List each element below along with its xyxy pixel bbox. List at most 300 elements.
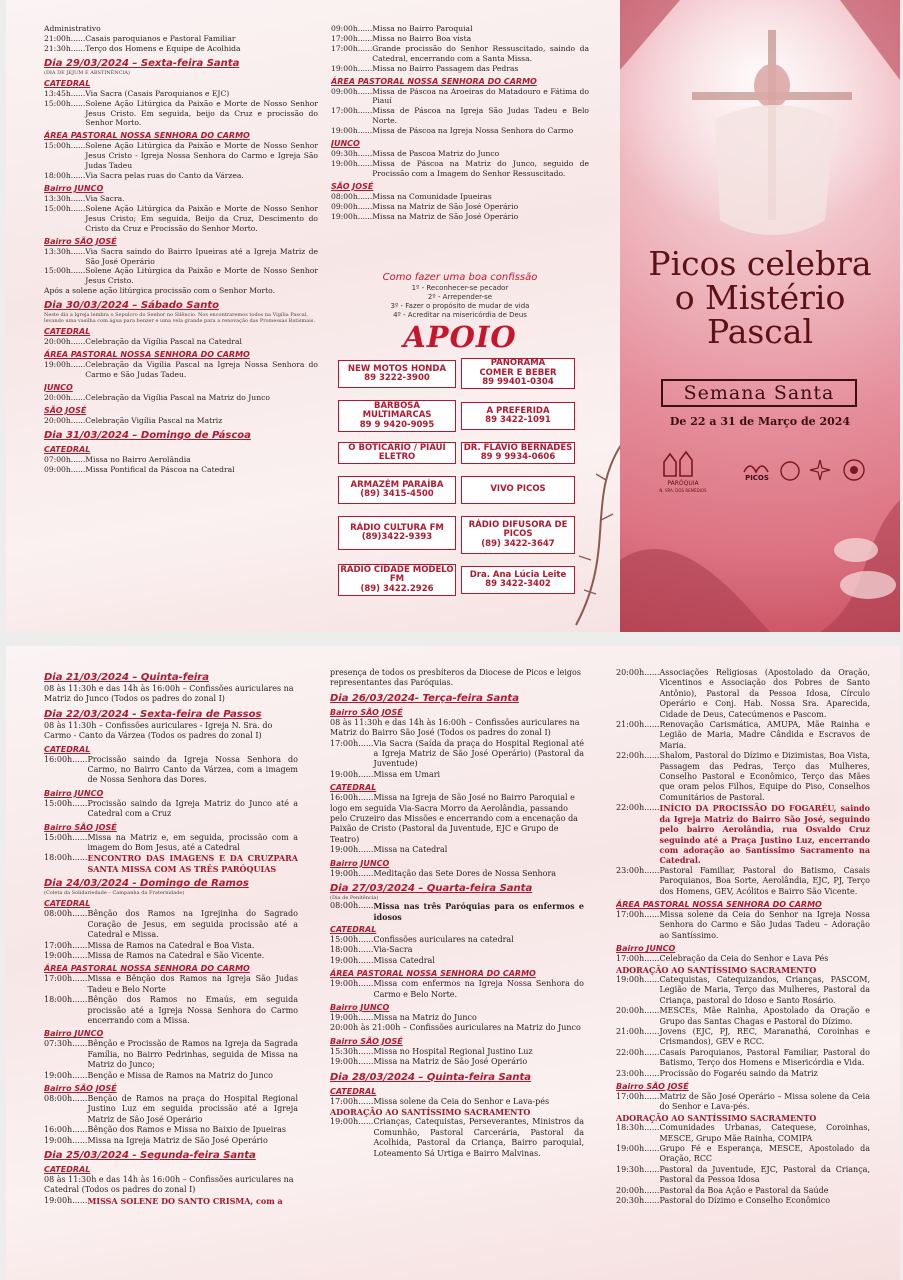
schedule-entry — [44, 1125, 298, 1135]
entry-description: Missa no Bairro Paroquial — [372, 24, 473, 33]
entry-time: 21:30h ...... — [44, 44, 85, 54]
sponsor-name: RÁDIO DIFUSORA DE — [468, 519, 568, 530]
entry-time: 09:00h ...... — [44, 465, 85, 475]
entry-time: 15:00h ...... — [44, 266, 85, 286]
schedule-entry — [44, 799, 298, 820]
day-note: (Coleta da Solidariedade – Campanha da Fraternidade) — [44, 890, 185, 897]
schedule-entry — [616, 1027, 870, 1048]
sponsor-box — [461, 402, 575, 430]
day-heading: Dia 29/03/2024 – Sexta-feira Santa — [44, 57, 240, 69]
entry-description: Bênção dos Ramos e Missa no Baixio de Ipueiras — [87, 1125, 286, 1135]
sponsor-box — [338, 360, 456, 388]
schedule-entry — [44, 1136, 298, 1146]
entry-time: 19:00h ...... — [331, 212, 372, 222]
entry-description: Missa em Umari — [373, 769, 441, 779]
schedule-entry — [44, 755, 298, 786]
area-heading: Bairro JUNCO — [330, 1002, 390, 1012]
entry-time: 19:00h ...... — [330, 979, 373, 1000]
schedule-entry — [44, 995, 298, 1026]
area-heading: ÁREA PASTORAL NOSSA SENHORA DO CARMO — [616, 899, 822, 909]
cover-title-line: Pascal — [706, 312, 814, 351]
parish-label: PARÓQUIA — [667, 480, 699, 487]
schedule-entry — [330, 945, 584, 955]
schedule-entry — [330, 956, 584, 966]
schedule-entry — [616, 1048, 870, 1069]
entry-description: Pastoral da Juventude, EJC, Pastoral da Criança, Pastoral da Pessoa Idosa — [659, 1164, 870, 1185]
entry-description: Celebração da Vigília Pascal na Matriz do Junco — [85, 392, 270, 402]
entry-description: Missa no Bairro Aerolândia — [85, 454, 191, 464]
area-heading: CATEDRAL — [330, 924, 377, 934]
day-heading: Dia 21/03/2024 – Quinta-feira — [44, 672, 209, 683]
entry-description: Missa na Matriz de São José Operário — [373, 1057, 528, 1067]
schedule-entry — [330, 1057, 584, 1067]
entry-description: Catequistas, Catequizandos, Crianças, PASCOM, Legião de Maria, Terço das Mulheres, Pastoral da Criança, pastoral do Idoso e Santo Rosário. — [659, 974, 870, 1005]
schedule-entry — [44, 99, 318, 129]
picos-logo-icon — [742, 464, 770, 474]
entry-description: Missa com enfermos na Igreja Nossa Senhora do Carmo e Belo Norte. — [373, 979, 584, 999]
area-heading: Bairro SÃO JOSÉ — [330, 1036, 403, 1046]
entry-time: 13:45h ...... — [44, 89, 85, 99]
sponsor-phone: 89 99401-0304 — [482, 377, 554, 388]
entry-description: Missa na Matriz do Junco — [373, 1012, 477, 1022]
entry-description: Bênção e Procissão de Ramos na Igreja da Sagrada Família, no Bairro Pedrinhas, seguida de Missa na Matriz do Junco; — [87, 1039, 298, 1070]
sponsor-name: A PREFERIDA — [486, 405, 550, 416]
area-heading: JUNCO — [44, 382, 73, 392]
schedule-entry — [331, 149, 589, 159]
schedule-entry — [331, 64, 589, 74]
entry-description: Missa no Hospital Regional Justino Luz — [373, 1046, 533, 1056]
schedule-entry — [330, 1013, 584, 1023]
schedule-entry — [330, 1117, 584, 1159]
entry-time: 09:30h ...... — [331, 149, 372, 159]
schedule-text: 08 às 11:30h e das 14h às 16:00h – Confissões auriculares na Matriz do Bairro São José (Todos os padres do zonal I) — [330, 717, 580, 738]
schedule-entry — [44, 941, 298, 951]
entry-description: Via-Sacra — [373, 945, 413, 955]
schedule-entry — [44, 1094, 298, 1125]
entry-time: 16:00h ...... — [44, 1125, 87, 1135]
parish-logos — [656, 448, 876, 504]
sponsor-name: MULTIMARCAS — [362, 410, 432, 421]
schedule-text: 16:00h......Missa na Igreja de São José no Bairro Paroquial e logo em seguida Via-Sacra Morro da Aerolândia, passando pelo Cruzeiro das Missões e encerrando com a encenação da Paixão de Cristo (Pastoral da Juventude, EJC e Grupo de Teatro) — [330, 793, 578, 844]
entry-time: 20:30h ...... — [616, 1196, 659, 1206]
area-heading: CATEDRAL — [44, 1165, 91, 1174]
area-heading: Bairro SÃO JOSÉ — [44, 1083, 117, 1093]
sponsor-phone: 89 9 9934-0606 — [480, 452, 556, 462]
entry-description: Missa solene da Ceia do Senhor na Igreja Nossa Senhora do Carmo e São Judas Tadeu – Adoração ao Santíssimo. — [659, 909, 870, 940]
schedule-entry — [44, 266, 318, 286]
entry-time: 15:00h ...... — [44, 204, 85, 234]
sponsor-name: NEW MOTOS HONDA — [347, 363, 447, 374]
entry-description: Missa na Comunidade Ipueiras — [372, 191, 492, 201]
schedule-entry — [44, 44, 318, 54]
schedule-entry — [44, 455, 318, 465]
schedule-text: 08 às 11:30h e das 14h às 16:00h – Confissões auriculares na Matriz do Junco (Todos os padres do zonal I) — [44, 684, 294, 704]
schedule-entry — [331, 87, 589, 107]
entry-time: 17:00h ...... — [616, 910, 659, 941]
entry-time: 19:00h ...... — [331, 64, 372, 74]
entry-description: Missa Pontifical da Páscoa na Catedral — [85, 464, 235, 474]
entry-time: 19:00h ...... — [44, 1196, 87, 1206]
entry-time: 09:00h ...... — [331, 24, 372, 34]
entry-time: 20:00h ...... — [616, 668, 659, 720]
entry-description: Benção e Missa de Ramos na Matriz do Junco — [87, 1070, 273, 1080]
sponsor-phone: 89 3422-3402 — [485, 579, 551, 589]
sponsor-name: ARMAZÉM PARAÍBA — [350, 479, 444, 490]
schedule-text: Após a solene ação litúrgica procissão com o Senhor Morto. — [44, 286, 276, 296]
schedule-entry — [44, 141, 318, 171]
schedule-column-top-left — [44, 24, 318, 624]
area-heading: CATEDRAL — [44, 78, 91, 88]
sponsor-name: PANORAMA — [490, 358, 546, 369]
confession-title: Como fazer uma boa confissão — [382, 272, 538, 283]
confession-step: 3º - Fazer o propósito de mudar de vida — [390, 302, 530, 310]
entry-description: Missa de Ramos na Catedral e São Vicente. — [87, 950, 265, 960]
entry-time: 18:00h ...... — [44, 171, 85, 181]
entry-description: Missa de Páscoa na Igreja São Judas Tadeu e Belo Norte. — [372, 106, 589, 126]
schedule-entry — [331, 34, 589, 44]
sponsor-box — [461, 358, 575, 389]
sponsor-box — [338, 442, 456, 464]
schedule-entry — [616, 751, 870, 803]
schedule-entry — [44, 909, 298, 940]
entry-description: Solene Ação Litúrgica da Paixão e Morte de Nosso Senhor Jesus Cristo. Em seguida, beijo da Cruz e procissão do Senhor Morto. — [85, 98, 318, 128]
schedule-entry — [330, 1047, 584, 1057]
entry-time: 15:00h ...... — [44, 833, 87, 854]
entry-description: Missa de Páscoa na Igreja Nossa Senhora do Carmo — [372, 126, 574, 136]
schedule-entry — [44, 337, 318, 347]
schedule-entry — [616, 1069, 870, 1079]
entry-description: Shalom, Pastoral do Dízimo e Dizimistas, Boa Vista, Passagem das Pedras, Terço das Mulheres, Conselho Pastoral e Econômico, Terço das Mães que oram pelos Filhos, Equipe do Piso, Conselhos Comunitários de Pastoral. — [659, 751, 870, 802]
day-note: (Dia de Penitência) — [330, 895, 379, 902]
entry-description: Celebração da Vigília Pascal na Igreja Nossa Senhora do Carmo e São Judas Tadeu. — [85, 360, 318, 379]
thorn-branch-decoration — [546, 440, 626, 630]
schedule-entry — [616, 1144, 870, 1165]
entry-time: 17:00h ...... — [330, 739, 373, 770]
area-heading: Bairro SÃO JOSÉ — [616, 1082, 689, 1092]
schedule-entry — [616, 1092, 870, 1113]
entry-description: Solene Ação Litúrgica da Paixão e Morte de Nosso Senhor Jesus Cristo; Em seguida, Beijo da Cruz, Descimento do Cristo da Cruz e Procissão do Senhor Morto. — [85, 203, 318, 233]
entry-time: 09:00h ...... — [331, 202, 372, 212]
schedule-entry — [44, 974, 298, 995]
area-heading: ÁREA PASTORAL NOSSA SENHORA DO CARMO — [44, 964, 250, 974]
cover-panel — [620, 0, 900, 632]
entry-time: 18:00h ...... — [330, 945, 373, 955]
entry-time: 19:00h ...... — [44, 360, 85, 380]
entry-time: 20:00h ...... — [44, 337, 85, 347]
schedule-column-bottom-right — [616, 668, 870, 1272]
schedule-column-bottom-left — [44, 668, 298, 1272]
sponsor-phone: (89) 3422.2926 — [360, 583, 434, 594]
entry-time: 21:00h ...... — [44, 34, 85, 44]
entry-description: Missa e Bênção dos Ramos na Igreja São Judas Tadeu e Belo Norte — [87, 974, 298, 994]
entry-description: Via Sacra (Casais Paroquianos e EJC) — [85, 88, 230, 98]
entry-description: Bênção dos Ramos na Igrejinha do Sagrado Coração de Jesus, em seguida procissão até a Catedral e Missa. — [87, 909, 298, 940]
adoration-heading: ADORAÇÃO AO SANTÍSSIMO SACRAMENTO — [616, 1112, 817, 1123]
schedule-entry — [44, 393, 318, 403]
area-heading: Bairro SÃO JOSÉ — [330, 707, 403, 717]
cover-title — [620, 244, 900, 351]
entry-description: Missa solene da Ceia do Senhor e Lava-pés — [373, 1096, 550, 1106]
area-heading: CATEDRAL — [44, 327, 91, 337]
entry-time: 17:00h ...... — [331, 44, 372, 64]
schedule-text: 20:00h às 21:00h – Confissões auriculares na Matriz do Junco — [330, 1023, 581, 1033]
sponsor-name: Dra. Ana Lúcia Leite — [469, 569, 567, 580]
schedule-entry — [44, 34, 318, 44]
confession-step: 2º - Arrepender-se — [427, 293, 493, 301]
entry-description: Missa de Páscoa na Matriz do Junco, seguido de Procissão com a Imagem do Senhor Ressuscitado. — [372, 158, 589, 178]
area-heading: JUNCO — [331, 139, 360, 149]
entry-time: 21:00h ...... — [616, 1027, 659, 1048]
entry-description: Missa de Pascoa Matriz do Junco — [372, 149, 500, 159]
entry-description: ENCONTRO DAS IMAGENS E DA CRUZPARA SANTA MISSA COM AS TRÊS PARÓQUIAS — [87, 853, 298, 874]
area-heading: CATEDRAL — [44, 899, 91, 909]
area-heading: CATEDRAL — [44, 744, 91, 754]
entry-description: Via Sacra (Saída da praça do Hospital Regional até a Igreja Matriz de São José Operário) (Pastoral da Juventude) — [373, 738, 584, 769]
schedule-entry — [331, 192, 589, 202]
schedule-entry — [44, 247, 318, 267]
schedule-entry — [616, 975, 870, 1006]
schedule-entry — [44, 204, 318, 234]
entry-time: 20:00h ...... — [44, 416, 85, 426]
entry-description: Solene Ação Litúrgica da Paixão e Morte de Nosso Senhor Jesus Cristo - Igreja Nossa Senhora do Carmo e Igreja São Judas Tadeu — [85, 141, 318, 171]
sponsor-name: PICOS — [503, 529, 533, 540]
area-heading: Bairro SÃO JOSÉ — [44, 822, 117, 832]
entry-time: 17:00h ...... — [331, 34, 372, 44]
schedule-entry — [44, 833, 298, 854]
entry-description: Procissão saindo da Igreja Matriz do Junco até a Catedral com a Cruz — [87, 798, 298, 819]
area-heading: ÁREA PASTORAL NOSSA SENHORA DO CARMO — [44, 350, 250, 360]
entry-description: Missa na Matriz e, em seguida, procissão com a imagem do Bom Jesus, até a Catedral — [87, 832, 298, 853]
sponsor-name: O BOTICÁRIO / PIAUÍ — [348, 442, 446, 453]
entry-description: Bênção dos Ramos no Emaús, em seguida procissão até a Igreja Nossa Senhora do Carmo encerrando com a Missa. — [87, 995, 298, 1025]
entry-description: Meditação das Sete Dores de Nossa Senhora — [373, 868, 557, 878]
entry-time: 23:00h ...... — [616, 866, 659, 897]
entry-time: 22:00h ...... — [616, 751, 659, 803]
seal-logo-icon — [842, 458, 866, 482]
entry-time: 15:00h ...... — [44, 799, 87, 820]
area-heading: ÁREA PASTORAL NOSSA SENHORA DO CARMO — [331, 76, 537, 86]
seal-logo-icon — [778, 460, 802, 482]
entry-time: 19:00h ...... — [330, 956, 373, 966]
entry-time: 19:00h ...... — [331, 126, 372, 136]
area-heading: ÁREA PASTORAL NOSSA SENHORA DO CARMO — [44, 131, 250, 141]
church-logo-icon — [660, 450, 700, 478]
entry-description: Missa Catedral — [373, 955, 435, 965]
entry-time: 20:00h ...... — [616, 1186, 659, 1196]
entry-time: 17:00h ...... — [616, 1092, 659, 1113]
sponsor-name: RÁDIO CULTURA FM — [350, 522, 444, 533]
schedule-text: 08 às 11:30h – Confissões auriculares - Igreja N. Sra. do Carmo - Canto da Várzea (Todos os padres do zonal I) — [44, 720, 273, 741]
schedule-entry — [616, 1006, 870, 1027]
entry-description: Comunidades Urbanas, Catequese, Coroinhas, MESCE, Grupo Mãe Rainha, COMIPA — [659, 1123, 870, 1143]
area-heading: SÃO JOSÉ — [44, 405, 87, 415]
entry-description: Via Sacra. — [85, 193, 125, 203]
seal-logo-icon — [808, 458, 832, 482]
schedule-entry — [330, 935, 584, 945]
area-heading: Bairro JUNCO — [616, 944, 676, 954]
sponsor-phone: (89) 3422-3647 — [481, 538, 555, 549]
confession-step: 1º - Reconhecer-se pecador — [411, 284, 509, 292]
entry-description: Missa no Bairro Boa vista — [372, 33, 472, 43]
entry-description: Terço dos Homens e Equipe de Acolhida — [85, 43, 241, 53]
confession-guide — [331, 272, 589, 322]
entry-time: 13:30h ...... — [44, 247, 85, 267]
entry-description: Jovens (EJC, PJ, REC, Maranathá, Coroinhas e Crismandos), GEV e RCC. — [659, 1027, 870, 1047]
sponsor-name: COMER E BEBER — [479, 367, 557, 378]
sponsor-phone: 89 3222-3900 — [364, 373, 430, 383]
entry-time: 08:00h ...... — [44, 1094, 87, 1125]
sponsor-box — [338, 516, 456, 550]
schedule-entry — [616, 803, 870, 865]
day-note: (DIA DE JEJUM E ABSTINÊNCIA) — [44, 69, 130, 76]
entry-time: 19:00h ...... — [44, 1136, 87, 1146]
entry-time: 20:00h ...... — [44, 393, 85, 403]
semana-santa-label: Semana Santa — [661, 379, 857, 407]
entry-description: Missa no Bairro Passagem das Pedras — [372, 63, 519, 73]
schedule-entry — [44, 951, 298, 961]
entry-time: 19:00h ...... — [616, 1144, 659, 1165]
confession-step: 4º - Acreditar na misericórdia de Deus — [393, 311, 527, 319]
schedule-entry — [44, 465, 318, 475]
entry-time: 15:30h ...... — [330, 1047, 373, 1057]
entry-description: Crianças, Catequistas, Perseverantes, Ministros da Comunhão, Pastoral Carcerária, Pastoral da Acolhida, Pastoral da Criança, Bairro paroquial, Loteamento Sá Urtiga e Bairro Malvinas. — [373, 1117, 584, 1158]
schedule-entry — [330, 1097, 584, 1107]
schedule-entry — [330, 901, 584, 922]
sponsor-name: FM — [389, 574, 405, 585]
sponsor-phone: (89) 3415-4500 — [360, 489, 434, 499]
schedule-entry — [331, 106, 589, 126]
entry-description: MISSA SOLENE DO SANTO CRISMA, com a — [87, 1195, 283, 1206]
day-heading: Dia 27/03/2024 – Quarta-feira Santa — [330, 883, 533, 895]
schedule-entry — [44, 1071, 298, 1081]
entry-description: Missa na Catedral — [373, 845, 448, 855]
schedule-entry — [330, 770, 584, 780]
entry-description: Solene Ação Litúrgica da Paixão e Morte de Nosso Senhor Jesus Cristo. — [85, 266, 318, 286]
sponsor-name: BARBOSA — [373, 400, 420, 411]
entry-description: Grande procissão do Senhor Ressuscitado, saindo da Catedral, encerrando com a Santa Missa. — [372, 43, 589, 63]
schedule-entry — [330, 979, 584, 1000]
schedule-entry — [616, 1123, 870, 1144]
entry-time: 19:00h ...... — [616, 975, 659, 1006]
day-heading: Dia 22/03/2024 - Sexta-feira de Passos — [44, 708, 262, 720]
entry-time: 19:00h ...... — [330, 845, 373, 855]
entry-description: Via Sacra saindo do Bairro Ipueiras até a Igreja Matriz de São José Operário — [85, 246, 318, 266]
entry-time: 19:00h ...... — [330, 770, 373, 780]
entry-description: Via Sacra pelas ruas do Canto da Várzea. — [85, 171, 244, 181]
entry-time: 22:00h ...... — [616, 803, 659, 865]
entry-description: MESCEs, Mãe Rainha, Apostolado da Oração e Grupo das Santas Chagas e Pastoral do Dízimo. — [659, 1006, 870, 1026]
entry-time: 08:00h ...... — [330, 901, 373, 922]
entry-time: 17:00h ...... — [44, 941, 87, 951]
entry-time: 22:00h ...... — [616, 1048, 659, 1069]
sponsor-box — [338, 564, 456, 596]
sponsor-name: DR. FLÁVIO BERNADES — [463, 442, 573, 453]
area-heading: SÃO JOSÉ — [331, 181, 374, 191]
entry-time: 18:00h ...... — [44, 853, 87, 874]
entry-time: 17:00h ...... — [331, 106, 372, 126]
cover-title-line: o Mistério — [674, 278, 846, 317]
entry-time: 17:00h ...... — [330, 1097, 373, 1107]
apoio-heading: APOIO — [403, 320, 517, 354]
sponsor-box — [338, 400, 456, 432]
schedule-entry — [616, 1165, 870, 1186]
entry-time: 19:00h ...... — [44, 1071, 87, 1081]
day-heading: Dia 26/03/2024- Terça-feira Santa — [330, 692, 519, 704]
schedule-entry — [616, 720, 870, 751]
day-heading: Dia 25/03/2024 - Segunda-feira Santa — [44, 1150, 256, 1161]
entry-time: 20:00h ...... — [616, 1006, 659, 1027]
sponsor-name: VIVO PICOS — [490, 484, 546, 495]
entry-time: 19:00h ...... — [330, 1057, 373, 1067]
schedule-text: 08 às 11:30h e das 14h às 16:00h – Confissões auriculares na Catedral (Todos os padres do zonal I) — [44, 1175, 294, 1195]
entry-description: Matriz de São José Operário – Missa solene da Ceia do Senhor e Lava-pés. — [659, 1092, 870, 1112]
entry-time: 07:00h ...... — [44, 455, 85, 465]
adoration-heading: ADORAÇÃO AO SANTÍSSIMO SACRAMENTO — [330, 1106, 531, 1117]
entry-time: 08:00h ...... — [331, 192, 372, 202]
area-heading: ÁREA PASTORAL NOSSA SENHORA DO CARMO — [330, 969, 536, 979]
schedule-entry — [331, 126, 589, 136]
entry-description: Missa na Igreja Matriz de São José Operário — [87, 1135, 268, 1145]
entry-description: Missa na Matriz de São José Operário — [372, 201, 519, 211]
picos-label: PICOS — [745, 474, 769, 482]
schedule-text: presença de todos os presbíteros da Diocese de Picos e leigos representantes das Paróquias. — [330, 668, 581, 688]
area-heading: CATEDRAL — [330, 783, 377, 793]
day-heading: Dia 31/03/2024 – Domingo de Páscoa — [44, 429, 251, 441]
area-heading: Bairro JUNCO — [330, 858, 390, 868]
entry-description: Pastoral do Dízimo e Conselho Econômico — [659, 1196, 831, 1206]
day-heading: Dia 24/03/2024 - Domingo de Ramos — [44, 878, 249, 890]
entry-description: Missa de Páscoa na Aroeiras do Matadouro e Fátima do Piauí — [372, 86, 589, 106]
entry-time: 21:00h ...... — [616, 720, 659, 751]
area-heading: Bairro JUNCO — [44, 183, 104, 193]
schedule-text: Administrativo — [44, 24, 101, 33]
schedule-entry — [44, 360, 318, 380]
entry-time: 09:00h ...... — [331, 87, 372, 107]
entry-description: INÍCIO DA PROCISSÃO DO FOGARÉU, saindo da Igreja Matriz do Bairro São José, seguindo pelo bairro Aerolândia, rua Osvaldo Cruz seguindo até a Praça Justino Luz, encerrando com adoração ao Santíssimo Sacramento na Catedral. — [659, 803, 870, 866]
area-heading: CATEDRAL — [44, 444, 91, 454]
entry-description: Casais paroquianos e Pastoral Familiar — [85, 33, 236, 43]
schedule-entry — [44, 1196, 298, 1206]
entry-description: Procissão do Fogaréu saindo da Matriz — [659, 1068, 818, 1078]
schedule-entry — [44, 416, 318, 426]
schedule-entry — [330, 845, 584, 855]
entry-time: 18:30h ...... — [616, 1123, 659, 1144]
schedule-entry — [331, 24, 589, 34]
schedule-entry — [616, 1196, 870, 1206]
schedule-entry — [44, 194, 318, 204]
schedule-entry — [616, 954, 870, 964]
entry-description: Associações Religiosas (Apostolado da Oração, Vicentinos e Associação dos Pobres de Santo Antônio), Pastoral da Pessoa Idosa, Círculo Operário e Conj. Hab. Nossa Sra. Aparecida, Cidade de Deus, Catecúmenos e Pascom. — [659, 668, 870, 719]
entry-description: Confissões auriculares na catedral — [373, 934, 514, 944]
entry-time: 07:30h ...... — [44, 1039, 87, 1070]
entry-description: Pastoral da Boa Ação e Pastoral da Saúde — [659, 1185, 829, 1195]
schedule-entry — [616, 866, 870, 897]
entry-time: 16:00h ...... — [44, 755, 87, 786]
schedule-entry — [616, 1186, 870, 1196]
entry-description: Missa nas três Paróquias para os enfermos e idosos — [373, 901, 584, 922]
entry-description: Renovação Carismática, AMUPA, Mãe Rainha e Legião de Maria, Madre Cândida e Escravos de Maria. — [659, 720, 870, 750]
cover-title-line: Picos celebra — [648, 244, 872, 283]
schedule-entry — [331, 44, 589, 64]
schedule-column-bottom-middle — [330, 668, 584, 1272]
entry-time: 17:00h ...... — [616, 954, 659, 964]
entry-description: Celebração Vigília Pascal na Matriz — [85, 415, 223, 425]
entry-description: Missa na Matriz de São José Operário — [372, 211, 519, 221]
schedule-entry — [331, 212, 589, 222]
entry-time: 15:00h ...... — [330, 935, 373, 945]
entry-time: 13:30h ...... — [44, 194, 85, 204]
entry-time: 19:00h ...... — [331, 159, 372, 179]
